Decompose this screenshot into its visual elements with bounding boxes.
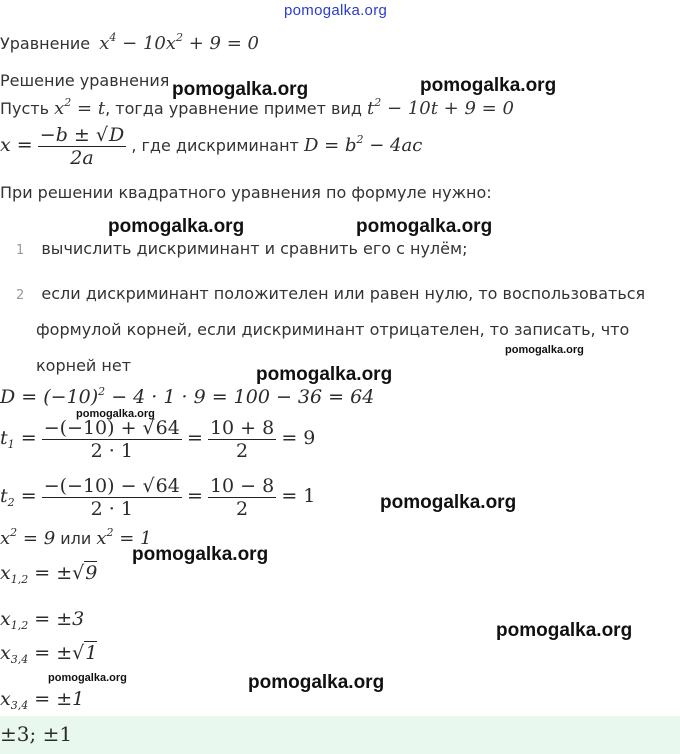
substitution-line bbox=[0, 98, 514, 119]
t1-fraction: $\frac{-(-10) + √64}{2 \cdot 1}$ bbox=[43, 417, 180, 462]
equation-label: Уравнение bbox=[0, 34, 91, 53]
discriminant-def: $D = b^2 - 4ac$ bbox=[303, 133, 423, 156]
t1-result: = 9 bbox=[281, 427, 316, 449]
quadratic-formula-line bbox=[0, 124, 422, 174]
formula-text: , где дискриминант bbox=[131, 136, 299, 155]
x34-value: $x_{3,4} = \pm 1$ bbox=[0, 688, 85, 712]
watermark-top-link: pomogalka.org bbox=[284, 2, 388, 19]
watermark: pomogalka.org bbox=[356, 216, 493, 237]
t2-calc: $t_2$ = $\frac{-(-10) - √64}{2 \cdot 1}$ = $\frac{10 - 8}{2}$ = 1 bbox=[0, 475, 316, 520]
step-2-line-2: формулой корней, если дискриминант отрицателен, то записать, что bbox=[36, 320, 630, 339]
watermark: pomogalka.org bbox=[256, 364, 393, 385]
x34-sqrt: $x_{3,4} = \pm√1$ bbox=[0, 642, 98, 666]
step-1 bbox=[16, 239, 467, 258]
t2-fraction: $\frac{-(-10) - √64}{2 \cdot 1}$ bbox=[43, 475, 180, 520]
watermark: pomogalka.org bbox=[380, 492, 517, 513]
discriminant-calc: $D = (-10)^2 - 4 \cdot 1 \cdot 9 = 100 - 36 = 64$ bbox=[0, 385, 375, 408]
x12-sqrt: $x_{1,2} = \pm√9$ bbox=[0, 562, 98, 586]
watermark: pomogalka.org bbox=[248, 672, 385, 693]
watermark: pomogalka.org bbox=[172, 79, 309, 100]
step-number: 2 bbox=[16, 288, 25, 303]
t2-fraction-2: $\frac{10 - 8}{2}$ bbox=[209, 475, 275, 520]
t2-result: = 1 bbox=[281, 485, 316, 507]
quadratic-intro: При решении квадратного уравнения по формуле нужно: bbox=[0, 183, 492, 202]
watermark: pomogalka.org bbox=[496, 620, 633, 641]
answer: ±3; ±1 bbox=[0, 722, 73, 746]
substitution-text-2: , тогда уравнение примет вид bbox=[105, 99, 362, 118]
answer-bar bbox=[0, 716, 680, 754]
or-word: или bbox=[60, 529, 92, 548]
substitution-eq: $t^2 - 10t + 9 = 0$ bbox=[367, 96, 514, 119]
t1-calc: $t_1$ = $\frac{-(-10) + √64}{2 \cdot 1}$ = $\frac{10 + 8}{2}$ = 9 bbox=[0, 417, 316, 462]
formula-lhs: x = bbox=[0, 134, 33, 156]
substitution-text: Пусть bbox=[0, 99, 50, 118]
step-text: вычислить дискриминант и сравнить его с нулём; bbox=[41, 239, 468, 258]
formula-fraction: $\frac{-b \pm √D}{2a}$ bbox=[39, 124, 125, 169]
step-2 bbox=[16, 284, 645, 303]
solution-heading: Решение уравнения bbox=[0, 71, 170, 90]
equation-line bbox=[0, 33, 259, 54]
t1-fraction-2: $\frac{10 + 8}{2}$ bbox=[209, 417, 275, 462]
watermark: pomogalka.org bbox=[420, 75, 557, 96]
x-squared-line: $x^2 = 9$ или $x^2 = 1$ bbox=[0, 526, 152, 549]
equation-formula: $x^4 - 10x^2 + 9 = 0$ bbox=[99, 31, 259, 54]
watermark: pomogalka.org bbox=[108, 216, 245, 237]
watermark-small: pomogalka.org bbox=[76, 408, 155, 420]
watermark-small: pomogalka.org bbox=[505, 344, 584, 356]
step-2-line-3: корней нет bbox=[36, 356, 132, 375]
x12-value: $x_{1,2} = \pm 3$ bbox=[0, 608, 85, 632]
watermark: pomogalka.org bbox=[132, 544, 269, 565]
step-text: если дискриминант положителен или равен нулю, то воспользоваться bbox=[41, 284, 646, 303]
substitution-var: $x^2 = t$ bbox=[54, 96, 106, 119]
step-number: 1 bbox=[16, 243, 25, 258]
watermark-small: pomogalka.org bbox=[48, 672, 127, 684]
